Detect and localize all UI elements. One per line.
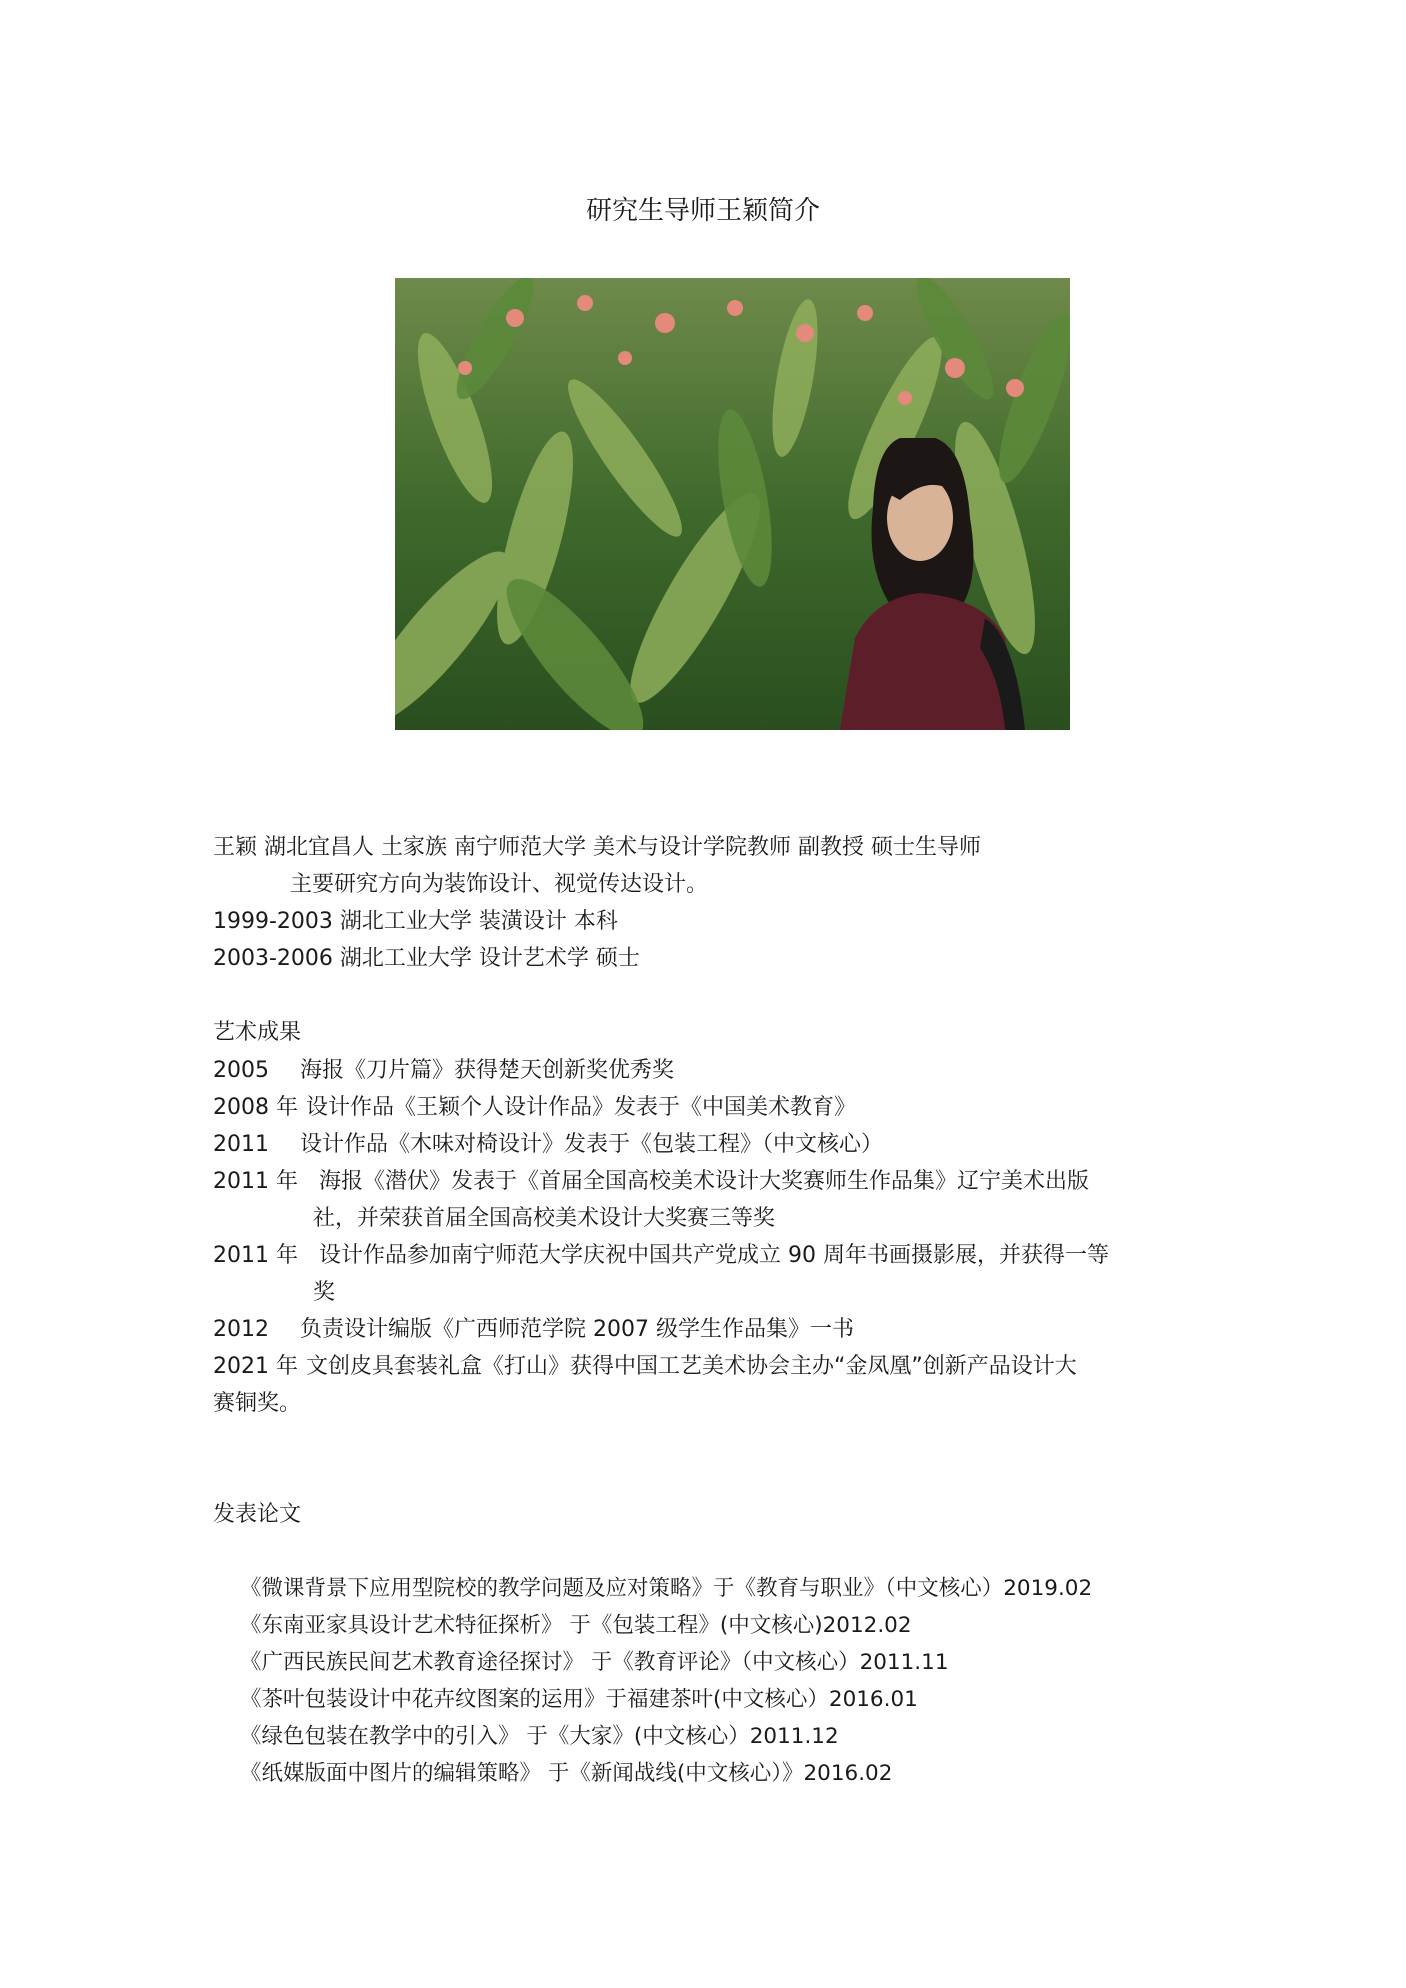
achievement-year: 2011 [213, 1132, 269, 1157]
paper-item: 《广西民族民间艺术教育途径探讨》 于《教育评论》（中文核心）2011.11 [240, 1650, 949, 1675]
achievements-heading: 艺术成果 [213, 1020, 302, 1045]
achievement-text: 文创皮具套装礼盒《打山》获得中国工艺美术协会主办“金凤凰”创新产品设计大 [306, 1354, 1077, 1379]
achievement-year: 2005 [213, 1058, 269, 1083]
achievement-text: 海报《刀片篇》获得楚天创新奖优秀奖 [300, 1058, 675, 1083]
achievement-text-continued: 奖 [313, 1280, 336, 1305]
achievement-text: 设计作品参加南宁师范大学庆祝中国共产党成立 90 周年书画摄影展，并获得一等 [319, 1243, 1109, 1268]
achievement-text: 设计作品《王颖个人设计作品》发表于《中国美术教育》 [306, 1095, 857, 1120]
achievement-text: 负责设计编版《广西师范学院 2007 级学生作品集》一书 [300, 1317, 854, 1342]
achievement-text-continued: 赛铜奖。 [213, 1391, 302, 1416]
achievement-year: 2008 年 [213, 1095, 298, 1120]
paper-item: 《绿色包装在教学中的引入》 于《大家》(中文核心）2011.12 [240, 1724, 839, 1749]
portrait-photo [395, 278, 1070, 730]
achievement-text-continued: 社，并荣获首届全国高校美术设计大奖赛三等奖 [313, 1206, 776, 1231]
paper-item: 《东南亚家具设计艺术特征探析》 于《包装工程》(中文核心)2012.02 [240, 1613, 912, 1638]
paper-item: 《纸媒版面中图片的编辑策略》 于《新闻战线(中文核心）》2016.02 [240, 1761, 893, 1786]
bio-line-1: 王颖 湖北宜昌人 土家族 南宁师范大学 美术与设计学院教师 副教授 硕士生导师 [213, 835, 981, 860]
education-undergrad: 1999-2003 湖北工业大学 装潢设计 本科 [213, 909, 618, 934]
achievement-text: 海报《潜伏》发表于《首届全国高校美术设计大奖赛师生作品集》辽宁美术出版 [319, 1169, 1090, 1194]
achievement-year: 2011 年 [213, 1243, 298, 1268]
papers-heading: 发表论文 [213, 1502, 302, 1527]
education-master: 2003-2006 湖北工业大学 设计艺术学 硕士 [213, 946, 640, 971]
paper-item: 《茶叶包装设计中花卉纹图案的运用》于福建茶叶(中文核心）2016.01 [240, 1687, 918, 1712]
paper-item: 《微课背景下应用型院校的教学问题及应对策略》于《教育与职业》（中文核心）2019.02 [240, 1576, 1093, 1601]
achievement-year: 2011 年 [213, 1169, 298, 1194]
achievement-text: 设计作品《木味对椅设计》发表于《包装工程》（中文核心） [300, 1132, 884, 1157]
page-title: 研究生导师王颖简介 [585, 196, 820, 226]
achievement-year: 2021 年 [213, 1354, 298, 1379]
achievement-year: 2012 [213, 1317, 269, 1342]
bio-line-2: 主要研究方向为装饰设计、视觉传达设计。 [290, 872, 709, 897]
